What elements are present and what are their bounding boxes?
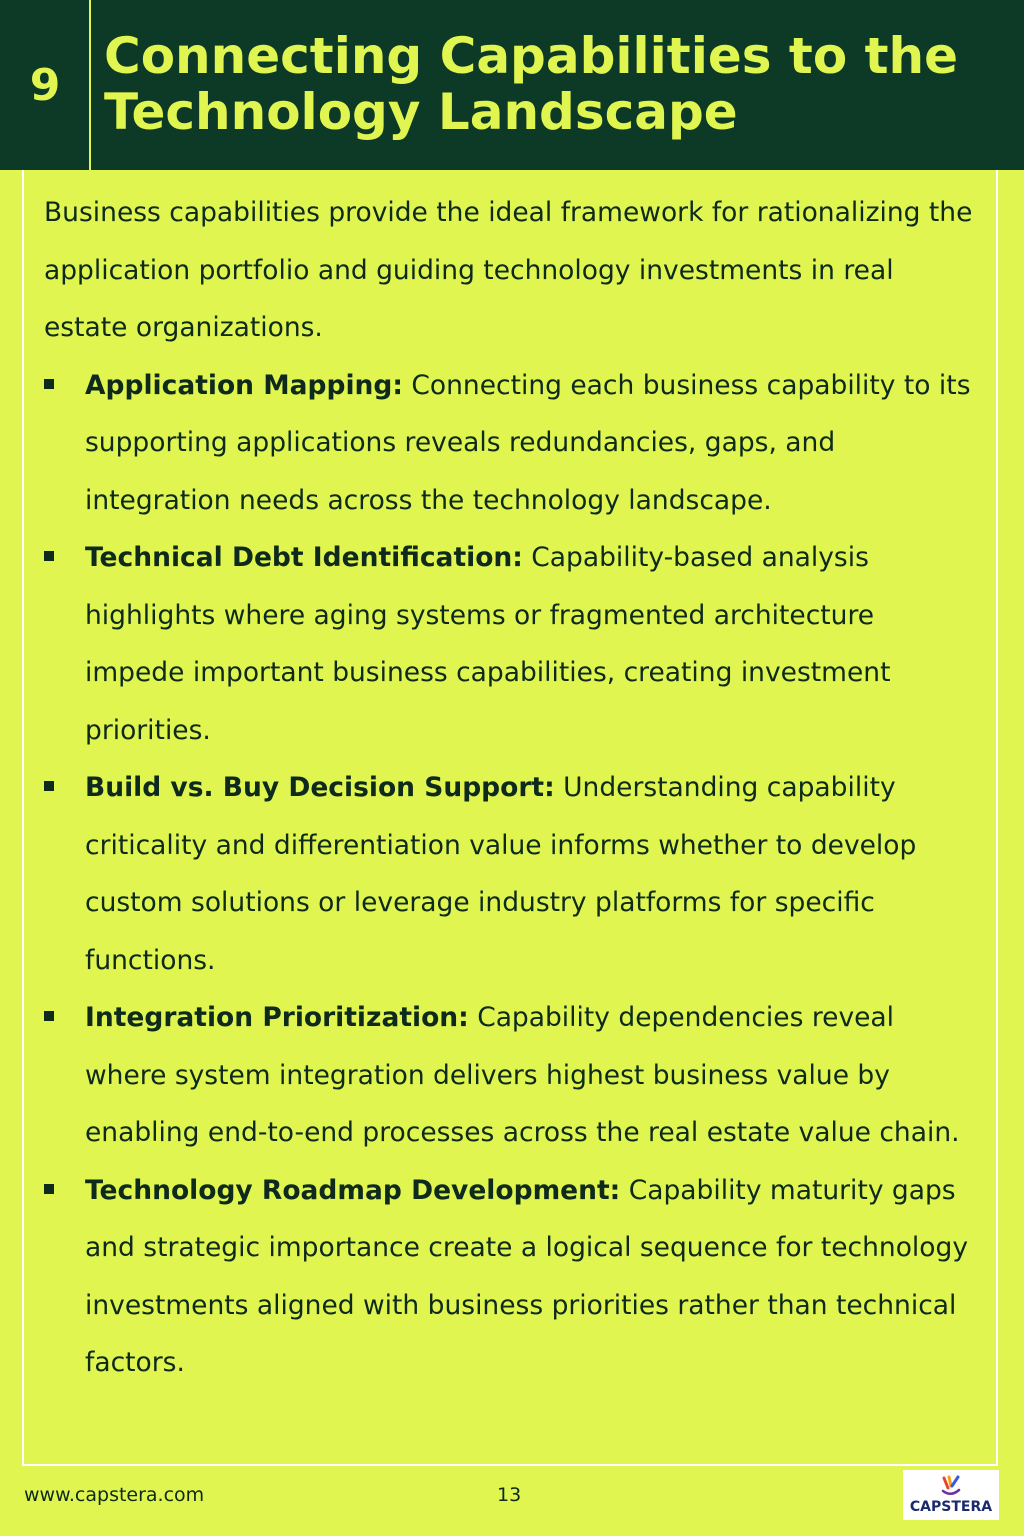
bullet-heading: Technology Roadmap Development: bbox=[85, 1174, 621, 1206]
capstera-logo-icon bbox=[939, 1474, 963, 1498]
bullet-text: Capability dependencies reveal where system integration delivers highest business value by enabling end-to-end processes across the real estate value chain. bbox=[85, 1002, 960, 1148]
section-number: 9 bbox=[29, 59, 61, 111]
bullet-heading: Integration Prioritization: bbox=[85, 1002, 469, 1033]
square-bullet-icon bbox=[44, 551, 54, 561]
bullet-heading: Technical Debt Identification: bbox=[85, 542, 523, 573]
bullet-integration-prioritization bbox=[44, 989, 979, 1162]
bullet-text: Capability-based analysis highlights where aging systems or fragmented architecture impede important business capabilities, creating investment priorities. bbox=[85, 542, 891, 746]
bullet-text: Understanding capability criticality and differentiation value informs whether to develop custom solutions or leverage industry platforms for specific functions. bbox=[85, 772, 917, 976]
intro-paragraph: Business capabilities provide the ideal framework for rationalizing the application portfolio and guiding technology investments in real estate organizations. bbox=[44, 197, 973, 343]
square-bullet-icon bbox=[44, 1184, 54, 1194]
page-number: 13 bbox=[497, 1484, 522, 1506]
main-content bbox=[44, 184, 979, 1392]
square-bullet-icon bbox=[44, 1011, 54, 1021]
capability-bullet-list bbox=[44, 357, 979, 1392]
bullet-heading: Application Mapping: bbox=[85, 369, 403, 401]
bullet-build-vs-buy bbox=[44, 759, 979, 989]
square-bullet-icon bbox=[44, 379, 54, 389]
capstera-logo bbox=[903, 1470, 999, 1520]
bullet-technical-debt bbox=[44, 529, 979, 759]
bullet-text: Capability maturity gaps and strategic importance create a logical sequence for technology investments aligned with business priorities rather than technical factors. bbox=[85, 1174, 969, 1378]
bullet-technology-roadmap bbox=[44, 1162, 979, 1392]
bullet-application-mapping bbox=[44, 357, 979, 530]
square-bullet-icon bbox=[44, 781, 54, 791]
page-header bbox=[0, 0, 1024, 170]
bullet-text: Connecting each business capability to its supporting applications reveals redundancies, gaps, and integration needs across the technology landscape. bbox=[85, 369, 971, 516]
page-title: Connecting Capabilities to the Technology Landscape bbox=[104, 27, 958, 141]
logo-wordmark: CAPSTERA bbox=[909, 1499, 993, 1515]
footer-website-link[interactable]: www.capstera.com bbox=[24, 1484, 205, 1506]
header-divider bbox=[89, 0, 91, 170]
bullet-heading: Build vs. Buy Decision Support: bbox=[85, 772, 555, 803]
